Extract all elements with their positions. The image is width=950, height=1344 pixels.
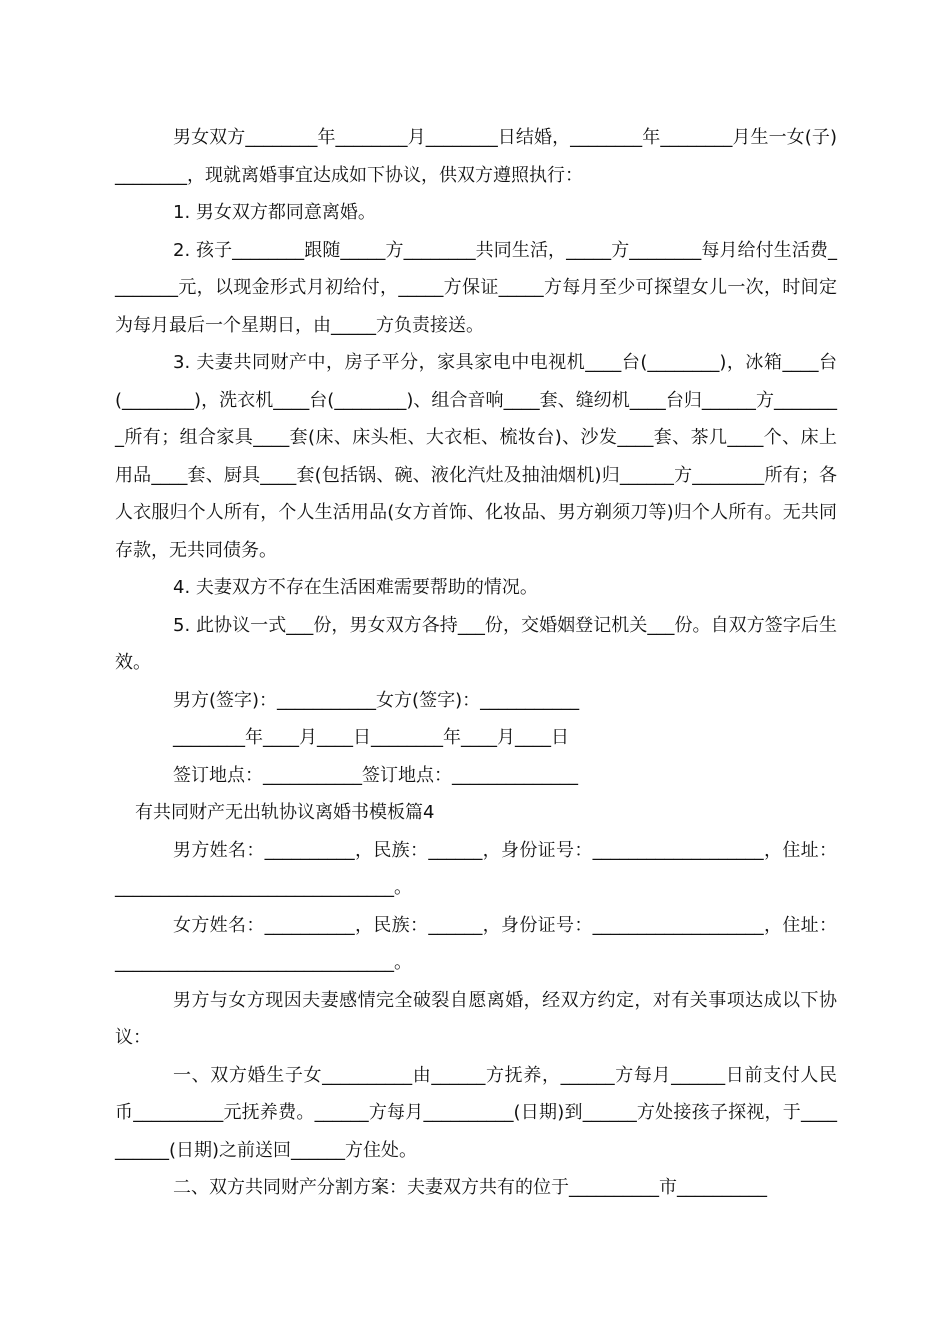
section-heading: 有共同财产无出轨协议离婚书模板篇4 xyxy=(135,802,435,823)
clause-3-property: 3. 夫妻共同财产中，房子平分，家具家电中电视机____台(________)，冰箱____台(________)，洗衣机____台(________)、组合音响____套、缝纫机____台归______方________所有；组合家具____套(床、床头柜、大衣柜、梳妆台)、沙发____套、茶几____个、床上用品____套、厨具____套(包括锅、碗、液化汽灶及抽油烟机)归______方________所有；各人衣服归个人所有，个人生活用品(女方首饰、化妆品、男方剃须刀等)归个人所有。无共同存款，无共同债务。 xyxy=(115,352,837,561)
clause-2-child-custody: 2. 孩子________跟随_____方________共同生活，_____方________每月给付生活费________元，以现金形式月初给付，_____方保证_____方每月至少可探望女儿一次，时间定为每月最后一个星期日，由_____方负责接送。 xyxy=(115,239,837,336)
clause-two-property-division: 二、双方共同财产分割方案：夫妻双方共有的位于__________市__________ xyxy=(173,1177,767,1198)
male-party-info: 男方姓名：__________，民族：______，身份证号：___________________，住址：_______________________________。 xyxy=(115,839,837,898)
clause-4: 4. 夫妻双方不存在生活困难需要帮助的情况。 xyxy=(173,577,538,598)
clause-5-copies: 5. 此协议一式___份，男女双方各持___份，交婚姻登记机关___份。自双方签字后生效。 xyxy=(115,614,837,673)
female-party-info: 女方姓名：__________，民族：______，身份证号：___________________，住址：_______________________________。 xyxy=(115,914,837,973)
agreement-body xyxy=(115,119,837,1207)
signing-place-line: 签订地点：___________签订地点：______________ xyxy=(173,764,578,786)
agreement-preamble: 男方与女方现因夫妻感情完全破裂自愿离婚，经双方约定，对有关事项达成以下协议： xyxy=(115,989,837,1048)
clause-one-children: 一、双方婚生子女__________由______方抚养，______方每月______日前支付人民币__________元抚养费。______方每月__________(日期)到______方处接孩子探视，于__________(日期)之前送回______方住处。 xyxy=(115,1064,837,1161)
signature-line: 男方(签字)：___________女方(签字)：___________ xyxy=(173,689,580,711)
date-line: ________年____月____日________年____月____日 xyxy=(173,727,569,748)
clause-1: 1. 男女双方都同意离婚。 xyxy=(173,202,376,223)
marriage-info-paragraph: 男女双方________年________月________日结婚，________年________月生一女(子)________，现就离婚事宜达成如下协议，供双方遵照执行： xyxy=(115,127,837,186)
